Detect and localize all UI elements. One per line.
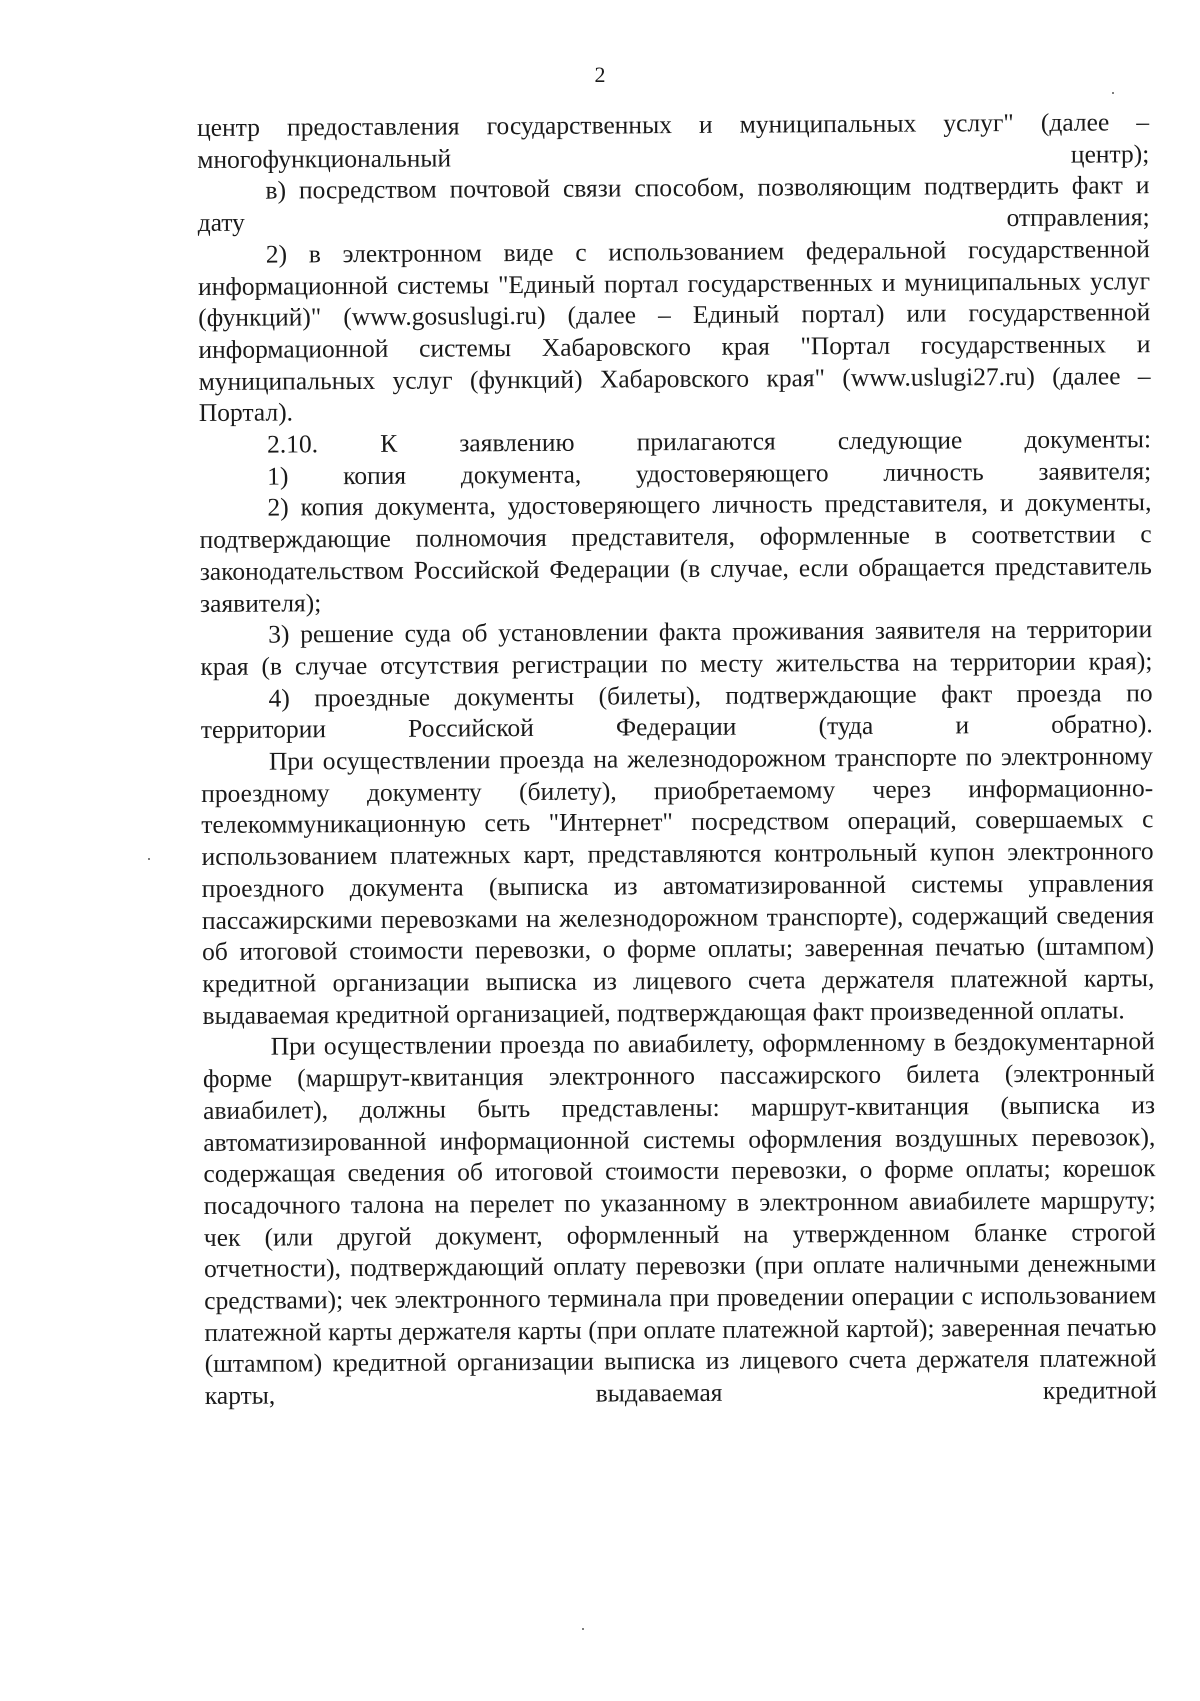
paragraph-10: При осуществлении проезда по авиабилету, оформленному в бездокументарной форме (маршрут-квитанция электронного пассажирского билета (электронный авиабилет), должны быть представлены: маршрут-квитанция (выписка из автоматизированной информационной системы оформления воздушных перевозок), содержащая сведения об итоговой стоимости перевозки, о форме оплаты; корешок посадочного талона на перелет по указанному в электронном авиабилете маршруту; чек (или другой документ, оформленный на утвержденном бланке строгой отчетности), подтверждающий оплату перевозки (при оплате наличными денежными средствами); чек электронного терминала при проведении операции с использованием платежной карты держателя карты (при оплате платежной картой); заверенная печатью (штампом) кредитной организации выписка из лицевого счета держателя платежной карты, выдаваемая кредитной xyxy=(202,1026,1157,1411)
paragraph-3: 2) в электронном виде с использованием федеральной государственной информационной системы "Единый портал государственных и муниципальных услуг (функций)" (www.gosuslugi.ru) (далее – Единый портал) или государственной информационной системы Хабаровского края "Портал государственных и муниципальных услуг (функций) Хабаровского края" (www.uslugi27.ru) (далее – Портал). xyxy=(197,233,1151,428)
document-body xyxy=(197,106,1157,1412)
scan-speck xyxy=(1112,92,1114,94)
paragraph-8: 4) проездные документы (билеты), подтверждающие факт проезда по территории Российской Федерации (туда и обратно). xyxy=(200,677,1153,745)
scan-speck xyxy=(582,1628,584,1630)
scan-speck xyxy=(148,858,150,860)
paragraph-5: 1) копия документа, удостоверяющего личность заявителя; xyxy=(267,455,1152,491)
paragraph-4: 2.10. К заявлению прилагаются следующие документы: xyxy=(266,424,1152,459)
paragraph-6: 2) копия документа, удостоверяющего личность представителя, и документы, подтверждающие полномочия представителя, оформленные в соответствии с законодательством Российской Федерации (в случае, если обращается представитель заявителя); xyxy=(199,487,1152,618)
paragraph-9: При осуществлении проезда на железнодорожном транспорте по электронному проездному документу (билету), приобретаемому через информационно-телекоммуникационную сеть "Интернет" посредством операций, совершаемых с использованием платежных карт, представляются контрольный купон электронного проездного документа (выписка из автоматизированной системы управления пассажирскими перевозками на железнодорожном транспорте), содержащий сведения об итоговой стоимости перевозки, о форме оплаты; заверенная печатью (штампом) кредитной организации выписка из лицевого счета держателя платежной карты, выдаваемая кредитной организацией, подтверждающая факт произведенной оплаты. xyxy=(201,741,1155,1030)
page-number: 2 xyxy=(594,62,606,87)
paragraph-2: в) посредством почтовой связи способом, позволяющим подтвердить факт и дату отправления; xyxy=(197,170,1150,238)
paragraph-1: центр предоставления государственных и муниципальных услуг" (далее – многофункциональный центр); xyxy=(197,107,1150,174)
paragraph-7: 3) решение суда об установлении факта проживания заявителя на территории края (в случае отсутствия регистрации по месту жительства на территории края); xyxy=(200,614,1153,681)
